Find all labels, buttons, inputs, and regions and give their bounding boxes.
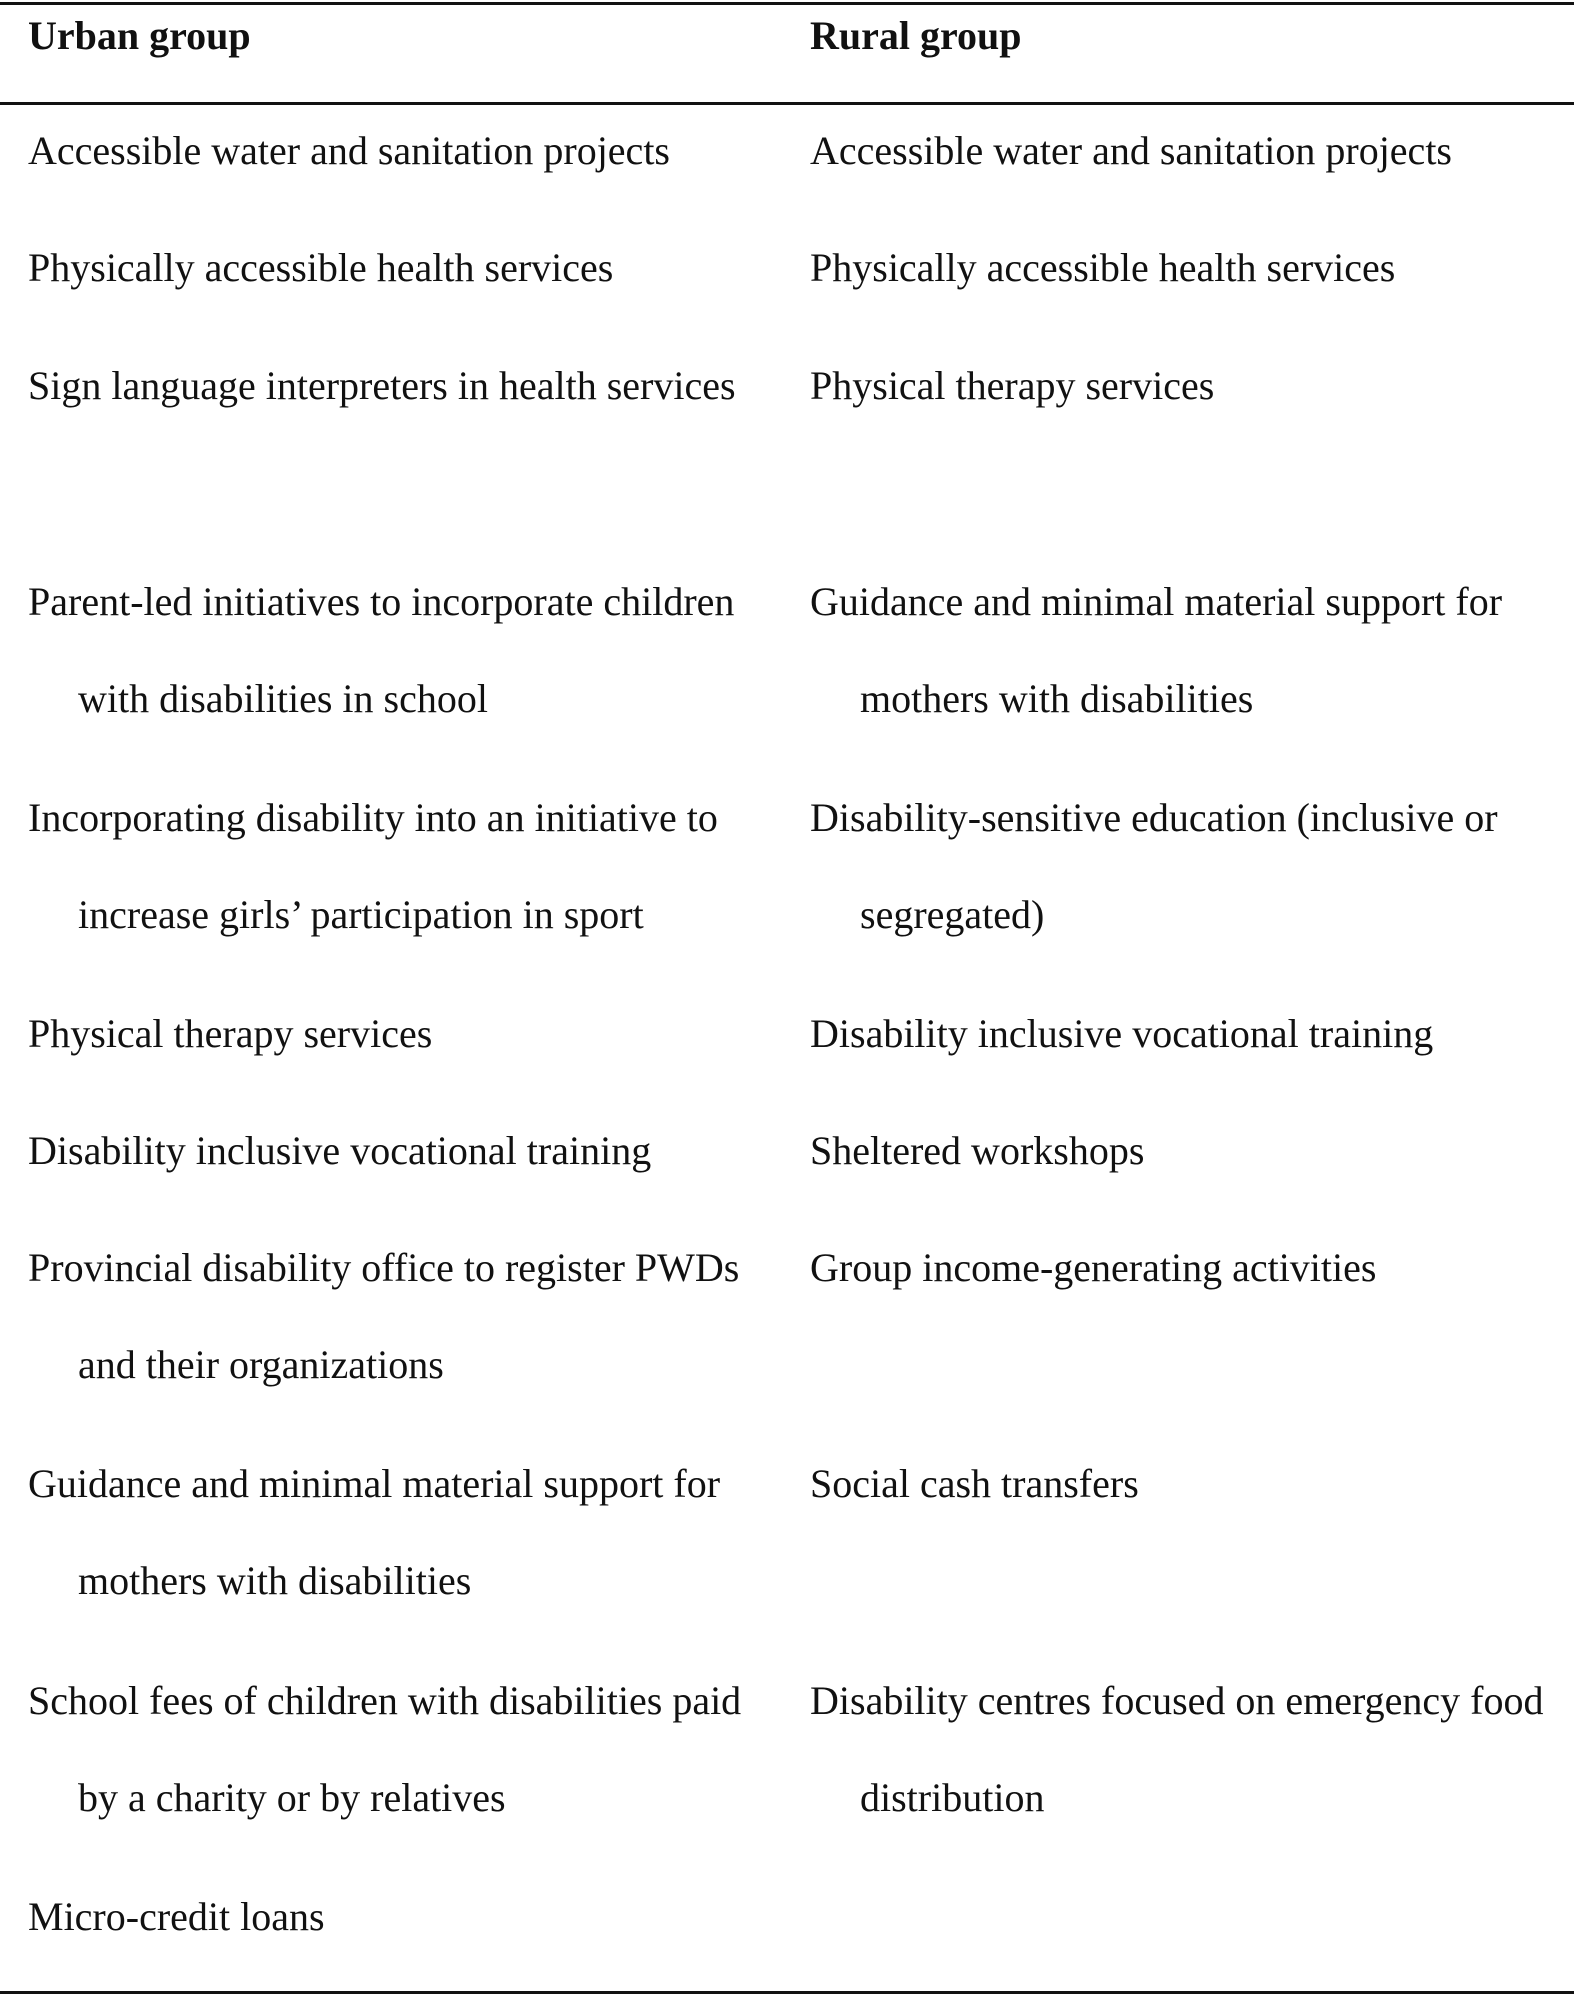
- rural-cell: Guidance and minimal material support for mothers with disabilities: [810, 579, 1503, 721]
- urban-cell: Micro-credit loans: [28, 1894, 325, 1939]
- rural-cell: Group income-generating activities: [810, 1245, 1377, 1290]
- urban-cell: Sign language interpreters in health services: [28, 363, 736, 408]
- urban-cell: Incorporating disability into an initiative to increase girls’ participation in sport: [28, 795, 718, 937]
- rural-cell: Social cash transfers: [810, 1461, 1139, 1506]
- urban-cell: Physical therapy services: [28, 1011, 433, 1056]
- table-top-rule: [0, 2, 1574, 5]
- urban-cell: School fees of children with disabilities paid by a charity or by relatives: [28, 1678, 742, 1820]
- rural-cell: Sheltered workshops: [810, 1128, 1145, 1173]
- urban-cell: Disability inclusive vocational training: [28, 1128, 652, 1173]
- urban-cell: Guidance and minimal material support for mothers with disabilities: [28, 1461, 721, 1603]
- header-urban-group: Urban group: [28, 13, 251, 58]
- table-bottom-rule: [0, 1991, 1574, 1994]
- rural-cell: Physically accessible health services: [810, 245, 1396, 290]
- urban-cell: Accessible water and sanitation projects: [28, 128, 670, 173]
- urban-cell: Physically accessible health services: [28, 245, 614, 290]
- urban-cell: Parent-led initiatives to incorporate children with disabilities in school: [28, 579, 735, 721]
- rural-cell: Disability centres focused on emergency food distribution: [810, 1678, 1544, 1820]
- rural-cell: Accessible water and sanitation projects: [810, 128, 1452, 173]
- header-rural-group: Rural group: [810, 13, 1022, 58]
- table-header-row: [0, 8, 1574, 64]
- rural-cell: Physical therapy services: [810, 363, 1215, 408]
- rural-cell: Disability inclusive vocational training: [810, 1011, 1434, 1056]
- rural-cell: Disability-sensitive education (inclusive or segregated): [810, 795, 1498, 937]
- urban-cell: Provincial disability office to register PWDs and their organizations: [28, 1245, 740, 1387]
